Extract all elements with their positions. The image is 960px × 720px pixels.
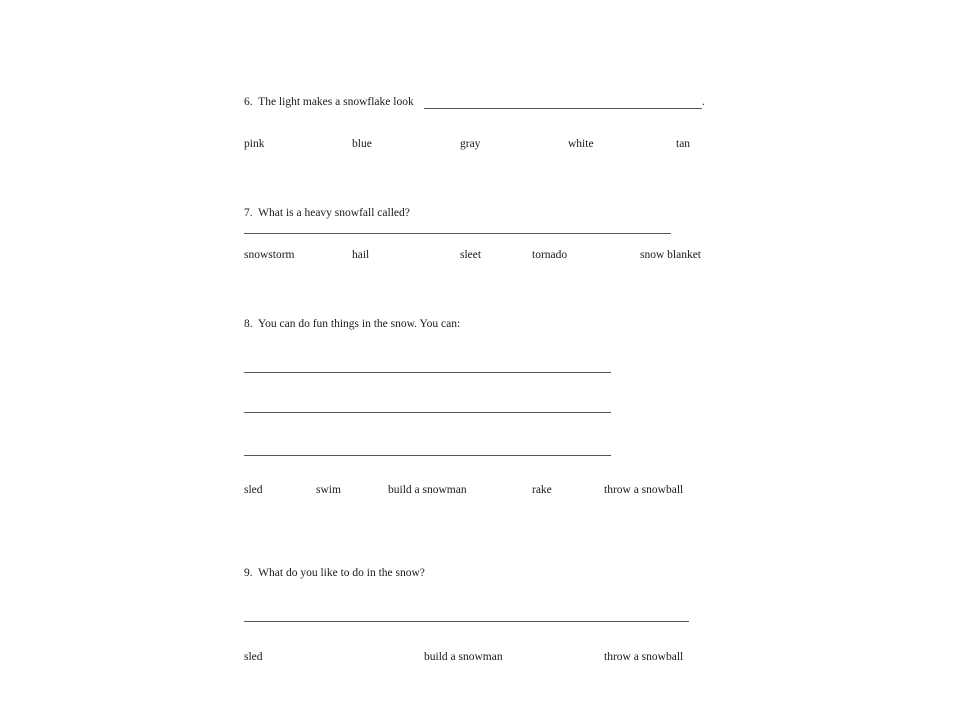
answer-blank-q9[interactable]: [244, 621, 689, 622]
answer-blank-q8-2[interactable]: [244, 412, 611, 413]
option-sled: sled: [244, 651, 263, 663]
question-8: [244, 318, 460, 330]
question-number: 8.: [244, 318, 253, 330]
option-swim: swim: [316, 484, 341, 496]
question-6-period: .: [702, 96, 705, 108]
answer-blank-q8-1[interactable]: [244, 372, 611, 373]
question-number: 9.: [244, 567, 253, 579]
option-sled: sled: [244, 484, 263, 496]
option-tan: tan: [676, 138, 691, 150]
option-build-a-snowman: build a snowman: [424, 651, 503, 663]
question-9: [244, 567, 425, 579]
question-prompt: What is a heavy snowfall called?: [258, 207, 410, 219]
option-tornado: tornado: [532, 249, 568, 261]
option-throw-a-snowball: throw a snowball: [604, 651, 684, 663]
option-white: white: [568, 138, 594, 150]
option-snow-blanket: snow blanket: [640, 249, 702, 261]
option-sleet: sleet: [460, 249, 482, 261]
question-prompt: The light makes a snowflake look: [258, 96, 414, 108]
question-number: 7.: [244, 207, 253, 219]
option-blue: blue: [352, 138, 372, 150]
option-hail: hail: [352, 249, 370, 261]
question-prompt: You can do fun things in the snow. You can:: [257, 318, 461, 330]
option-snowstorm: snowstorm: [244, 249, 295, 261]
option-throw-a-snowball: throw a snowball: [604, 484, 684, 496]
question-prompt: What do you like to do in the snow?: [258, 567, 425, 579]
option-rake: rake: [532, 484, 552, 496]
answer-blank-q6[interactable]: [424, 108, 702, 109]
answer-blank-q7[interactable]: [244, 233, 671, 234]
question-6: [244, 96, 414, 108]
option-pink: pink: [244, 138, 265, 150]
option-gray: gray: [460, 138, 481, 150]
answer-blank-q8-3[interactable]: [244, 455, 611, 456]
option-build-a-snowman: build a snowman: [388, 484, 467, 496]
question-7: [244, 207, 410, 219]
question-number: 6.: [244, 96, 253, 108]
